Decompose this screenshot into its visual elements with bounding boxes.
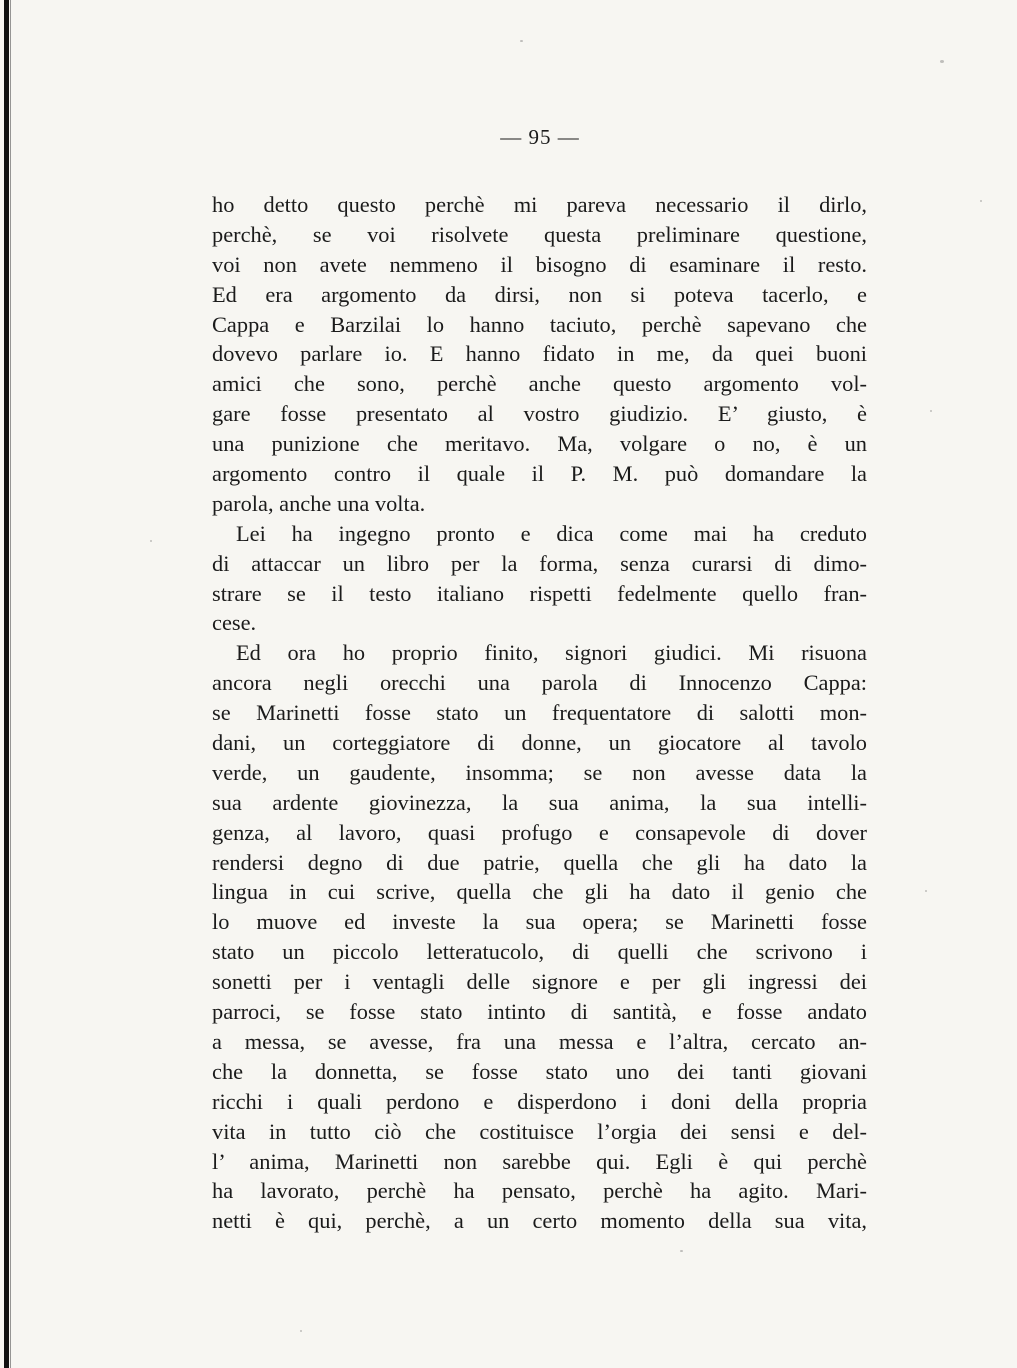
text-line: che la donnetta, se fosse stato uno dei tanti giovani xyxy=(212,1058,867,1084)
text-line: dovevo parlare io. E hanno fidato in me, da quei buoni xyxy=(212,341,867,367)
page-number: — 95 — xyxy=(500,125,580,149)
text-line: gare fosse presentato al vostro giudizio. E’ giusto, è xyxy=(212,401,867,427)
paragraph xyxy=(212,638,867,1236)
text-line: parola, anche una volta. xyxy=(212,490,426,516)
text-line: vita in tutto ciò che costituisce l’orgia dei sensi e del- xyxy=(212,1118,867,1144)
text-line: genza, al lavoro, quasi profugo e consapevole di dover xyxy=(212,819,867,845)
text-line: una punizione che meritavo. Ma, volgare o no, è un xyxy=(212,431,867,457)
text-line: ho detto questo perchè mi pareva necessario il dirlo, xyxy=(212,192,867,217)
scan-speckle xyxy=(520,40,523,42)
text-line: ha lavorato, perchè ha pensato, perchè ha agito. Mari- xyxy=(212,1178,867,1204)
text-line: parroci, se fosse stato intinto di santità, e fosse andato xyxy=(212,999,867,1025)
scan-speckle xyxy=(300,1330,302,1332)
scan-speckle xyxy=(680,1250,683,1252)
paragraph xyxy=(212,190,867,519)
scan-speckle xyxy=(980,200,982,202)
text-line: ricchi i quali perdono e disperdono i doni della propria xyxy=(212,1088,867,1114)
text-line: voi non avete nemmeno il bisogno di esaminare il resto. xyxy=(212,251,867,277)
scan-speckle xyxy=(930,410,932,412)
text-line: verde, un gaudente, insomma; se non avesse data la xyxy=(212,759,867,785)
text-line: lingua in cui scrive, quella che gli ha dato il genio che xyxy=(212,879,867,905)
text-line: l’ anima, Marinetti non sarebbe qui. Egli è qui perchè xyxy=(212,1148,867,1174)
text-line: lo muove ed investe la sua opera; se Marinetti fosse xyxy=(212,909,867,935)
text-line: Ed ora ho proprio finito, signori giudici. Mi risuona xyxy=(236,640,867,666)
text-line: Ed era argomento da dirsi, non si poteva tacerlo, e xyxy=(212,281,867,307)
text-line: amici che sono, perchè anche questo argomento vol- xyxy=(212,371,867,397)
text-line: strare se il testo italiano rispetti fedelmente quello fran- xyxy=(212,580,867,606)
text-line: Lei ha ingegno pronto e dica come mai ha creduto xyxy=(236,520,867,546)
scan-speckle xyxy=(940,60,944,63)
text-line: cese. xyxy=(212,610,257,636)
text-line: perchè, se voi risolvete questa preliminare questione, xyxy=(212,221,867,247)
text-line: Cappa e Barzilai lo hanno taciuto, perchè sapevano che xyxy=(212,311,867,337)
text-line: stato un piccolo letteratucolo, di quelli che scrivono i xyxy=(212,939,867,965)
text-line: rendersi degno di due patrie, quella che gli ha dato la xyxy=(212,849,867,875)
text-line: dani, un corteggiatore di donne, un giocatore al tavolo xyxy=(212,730,867,756)
paragraph xyxy=(212,519,867,639)
text-line: argomento contro il quale il P. M. può domandare la xyxy=(212,461,867,487)
scan-binding-shadow xyxy=(10,0,11,1368)
text-line: se Marinetti fosse stato un frequentatore di salotti mon- xyxy=(212,700,867,726)
text-line: sonetti per i ventagli delle signore e per gli ingressi dei xyxy=(212,969,867,995)
scan-binding-edge xyxy=(4,0,9,1368)
text-line: netti è qui, perchè, a un certo momento della sua vita, xyxy=(212,1208,867,1234)
scan-speckle xyxy=(150,540,152,542)
scan-speckle xyxy=(925,890,927,892)
text-line: ancora negli orecchi una parola di Innocenzo Cappa: xyxy=(212,670,867,696)
text-line: di attaccar un libro per la forma, senza curarsi di dimo- xyxy=(212,550,867,576)
text-line: sua ardente giovinezza, la sua anima, la sua intelli- xyxy=(212,789,867,815)
text-line: a messa, se avesse, fra una messa e l’altra, cercato an- xyxy=(212,1028,867,1054)
body-text xyxy=(212,190,867,1236)
